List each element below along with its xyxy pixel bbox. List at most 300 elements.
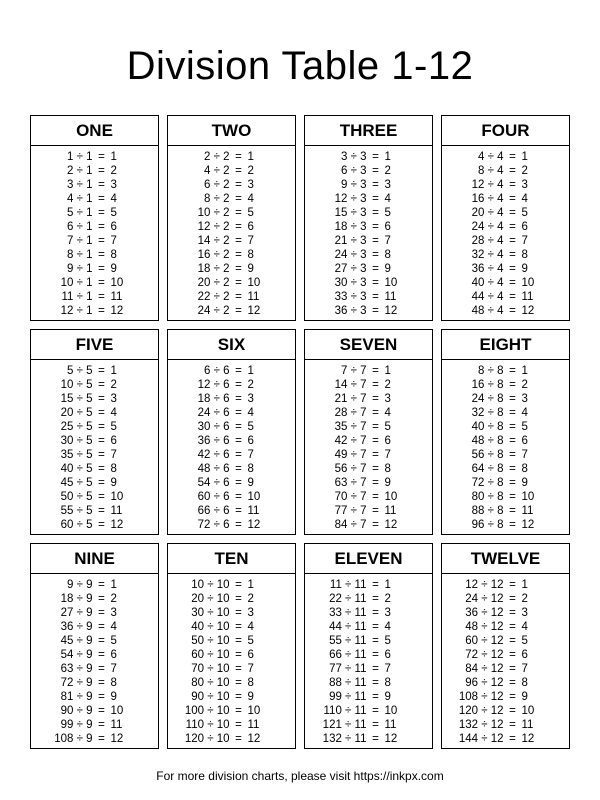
- equals-sign: =: [235, 277, 242, 289]
- quotient: 12: [247, 305, 261, 317]
- division-fact: [168, 192, 295, 206]
- division-fact: [31, 476, 158, 490]
- division-expression: 24 ÷ 3: [334, 249, 367, 261]
- equals-sign: =: [509, 407, 516, 419]
- division-expression: 12 ÷ 12: [465, 579, 504, 591]
- division-fact: [305, 690, 432, 704]
- equals-sign: =: [509, 519, 516, 531]
- quotient: 7: [521, 663, 528, 675]
- quotient: 2: [521, 379, 528, 391]
- division-fact: [31, 378, 158, 392]
- quotient: 2: [384, 593, 391, 605]
- page-title: Division Table 1-12: [126, 44, 474, 88]
- division-fact: [442, 406, 569, 420]
- equals-sign: =: [235, 579, 242, 591]
- table-heading: TWELVE: [442, 544, 569, 574]
- division-expression: 44 ÷ 4: [471, 291, 504, 303]
- quotient: 12: [521, 305, 535, 317]
- quotient: 1: [384, 151, 391, 163]
- division-expression: 132 ÷ 12: [458, 719, 504, 731]
- division-fact: [168, 304, 295, 318]
- division-expression: 16 ÷ 8: [471, 379, 504, 391]
- division-expression: 27 ÷ 9: [60, 607, 93, 619]
- quotient: 10: [384, 277, 398, 289]
- equals-sign: =: [98, 649, 105, 661]
- division-fact: [31, 290, 158, 304]
- quotient: 6: [384, 435, 391, 447]
- division-expression: 48 ÷ 4: [471, 305, 504, 317]
- division-fact: [305, 164, 432, 178]
- division-expression: 8 ÷ 4: [478, 165, 504, 177]
- equals-sign: =: [509, 435, 516, 447]
- division-expression: 4 ÷ 4: [478, 151, 504, 163]
- equals-sign: =: [235, 435, 242, 447]
- quotient: 8: [247, 677, 254, 689]
- equals-sign: =: [235, 705, 242, 717]
- equals-sign: =: [509, 593, 516, 605]
- division-table-card: [30, 329, 159, 535]
- division-fact: [31, 462, 158, 476]
- equals-sign: =: [98, 519, 105, 531]
- equals-sign: =: [235, 291, 242, 303]
- equals-sign: =: [235, 477, 242, 489]
- division-table-card: [304, 543, 433, 749]
- quotient: 11: [110, 291, 123, 303]
- equals-sign: =: [98, 719, 105, 731]
- division-expression: 18 ÷ 3: [334, 221, 367, 233]
- equals-sign: =: [509, 193, 516, 205]
- equals-sign: =: [509, 151, 516, 163]
- division-fact: [31, 406, 158, 420]
- division-fact: [31, 248, 158, 262]
- division-fact: [168, 578, 295, 592]
- division-fact: [31, 718, 158, 732]
- quotient: 10: [247, 705, 261, 717]
- equals-sign: =: [235, 505, 242, 517]
- equals-sign: =: [509, 463, 516, 475]
- table-heading: ONE: [31, 116, 158, 146]
- quotient: 9: [247, 263, 254, 275]
- quotient: 4: [110, 621, 117, 633]
- division-tables-grid: [30, 115, 570, 749]
- equals-sign: =: [235, 463, 242, 475]
- quotient: 9: [384, 263, 391, 275]
- equals-sign: =: [235, 663, 242, 675]
- table-rows: [168, 146, 295, 318]
- division-expression: 27 ÷ 3: [334, 263, 367, 275]
- quotient: 4: [521, 407, 528, 419]
- table-rows: [305, 574, 432, 746]
- division-expression: 3 ÷ 1: [67, 179, 93, 191]
- quotient: 10: [110, 705, 124, 717]
- quotient: 4: [247, 193, 254, 205]
- equals-sign: =: [235, 193, 242, 205]
- quotient: 6: [110, 221, 117, 233]
- division-expression: 11 ÷ 1: [61, 291, 93, 303]
- division-expression: 33 ÷ 11: [329, 607, 367, 619]
- division-expression: 25 ÷ 5: [60, 421, 93, 433]
- division-fact: [31, 220, 158, 234]
- equals-sign: =: [98, 151, 105, 163]
- division-expression: 8 ÷ 2: [204, 193, 230, 205]
- equals-sign: =: [509, 491, 516, 503]
- division-fact: [168, 262, 295, 276]
- equals-sign: =: [235, 379, 242, 391]
- table-rows: [305, 360, 432, 532]
- division-fact: [168, 448, 295, 462]
- division-fact: [31, 192, 158, 206]
- quotient: 8: [247, 249, 254, 261]
- division-fact: [442, 150, 569, 164]
- quotient: 10: [521, 705, 535, 717]
- division-expression: 12 ÷ 1: [60, 305, 93, 317]
- division-expression: 24 ÷ 4: [471, 221, 504, 233]
- quotient: 3: [110, 607, 117, 619]
- equals-sign: =: [98, 291, 105, 303]
- equals-sign: =: [235, 491, 242, 503]
- division-expression: 35 ÷ 5: [60, 449, 93, 461]
- equals-sign: =: [372, 179, 379, 191]
- division-fact: [442, 704, 569, 718]
- quotient: 4: [521, 193, 528, 205]
- table-heading: FOUR: [442, 116, 569, 146]
- equals-sign: =: [98, 635, 105, 647]
- quotient: 7: [521, 449, 528, 461]
- equals-sign: =: [372, 393, 379, 405]
- equals-sign: =: [509, 235, 516, 247]
- division-fact: [305, 220, 432, 234]
- division-fact: [168, 690, 295, 704]
- division-fact: [442, 304, 569, 318]
- equals-sign: =: [98, 179, 105, 191]
- division-expression: 70 ÷ 7: [334, 491, 367, 503]
- division-expression: 55 ÷ 5: [60, 505, 93, 517]
- division-expression: 5 ÷ 1: [67, 207, 93, 219]
- equals-sign: =: [98, 435, 105, 447]
- division-expression: 88 ÷ 8: [471, 505, 504, 517]
- quotient: 10: [247, 491, 261, 503]
- division-fact: [305, 150, 432, 164]
- quotient: 11: [384, 505, 397, 517]
- equals-sign: =: [235, 221, 242, 233]
- division-fact: [442, 690, 569, 704]
- equals-sign: =: [372, 407, 379, 419]
- division-fact: [31, 690, 158, 704]
- division-table-card: [167, 115, 296, 321]
- equals-sign: =: [509, 621, 516, 633]
- quotient: 12: [110, 519, 124, 531]
- quotient: 6: [247, 221, 254, 233]
- equals-sign: =: [235, 165, 242, 177]
- division-fact: [442, 220, 569, 234]
- division-fact: [442, 676, 569, 690]
- quotient: 2: [247, 165, 254, 177]
- division-expression: 120 ÷ 10: [184, 733, 230, 745]
- division-table-card: [441, 543, 570, 749]
- quotient: 12: [110, 305, 124, 317]
- division-expression: 21 ÷ 3: [334, 235, 367, 247]
- division-fact: [305, 578, 432, 592]
- division-expression: 28 ÷ 7: [334, 407, 367, 419]
- equals-sign: =: [509, 165, 516, 177]
- equals-sign: =: [235, 407, 242, 419]
- equals-sign: =: [372, 663, 379, 675]
- equals-sign: =: [372, 421, 379, 433]
- division-expression: 35 ÷ 7: [334, 421, 367, 433]
- division-fact: [168, 290, 295, 304]
- division-fact: [442, 490, 569, 504]
- division-fact: [305, 518, 432, 532]
- equals-sign: =: [509, 649, 516, 661]
- quotient: 9: [247, 691, 254, 703]
- equals-sign: =: [372, 449, 379, 461]
- division-expression: 18 ÷ 6: [197, 393, 230, 405]
- quotient: 5: [384, 421, 391, 433]
- division-fact: [168, 676, 295, 690]
- division-expression: 90 ÷ 10: [191, 691, 230, 703]
- division-fact: [168, 634, 295, 648]
- equals-sign: =: [509, 663, 516, 675]
- division-table-card: [304, 329, 433, 535]
- division-expression: 15 ÷ 3: [334, 207, 367, 219]
- division-expression: 54 ÷ 6: [197, 477, 230, 489]
- division-expression: 80 ÷ 8: [471, 491, 504, 503]
- equals-sign: =: [372, 719, 379, 731]
- quotient: 4: [247, 621, 254, 633]
- division-fact: [442, 206, 569, 220]
- division-fact: [168, 434, 295, 448]
- quotient: 10: [110, 491, 124, 503]
- division-expression: 90 ÷ 9: [60, 705, 93, 717]
- division-expression: 8 ÷ 1: [67, 249, 93, 261]
- division-expression: 56 ÷ 8: [471, 449, 504, 461]
- equals-sign: =: [98, 607, 105, 619]
- quotient: 12: [384, 519, 398, 531]
- division-expression: 132 ÷ 11: [322, 733, 367, 745]
- table-rows: [31, 574, 158, 746]
- division-fact: [168, 504, 295, 518]
- division-fact: [31, 620, 158, 634]
- division-table-card: [167, 329, 296, 535]
- division-expression: 30 ÷ 3: [334, 277, 367, 289]
- quotient: 10: [110, 277, 124, 289]
- quotient: 12: [247, 519, 261, 531]
- quotient: 2: [521, 165, 528, 177]
- equals-sign: =: [235, 249, 242, 261]
- division-expression: 72 ÷ 9: [60, 677, 93, 689]
- equals-sign: =: [509, 365, 516, 377]
- quotient: 1: [110, 365, 117, 377]
- equals-sign: =: [509, 579, 516, 591]
- quotient: 10: [521, 491, 535, 503]
- division-fact: [168, 220, 295, 234]
- division-fact: [31, 704, 158, 718]
- equals-sign: =: [509, 705, 516, 717]
- division-fact: [168, 476, 295, 490]
- division-expression: 48 ÷ 12: [465, 621, 504, 633]
- division-fact: [31, 304, 158, 318]
- quotient: 9: [521, 477, 528, 489]
- equals-sign: =: [372, 263, 379, 275]
- table-rows: [442, 574, 569, 746]
- table-rows: [305, 146, 432, 318]
- equals-sign: =: [235, 677, 242, 689]
- quotient: 3: [521, 393, 528, 405]
- quotient: 4: [110, 407, 117, 419]
- division-expression: 11 ÷ 11: [329, 579, 367, 591]
- division-expression: 110 ÷ 11: [323, 705, 367, 717]
- division-expression: 12 ÷ 4: [471, 179, 504, 191]
- equals-sign: =: [372, 235, 379, 247]
- quotient: 12: [247, 733, 261, 745]
- quotient: 6: [110, 435, 117, 447]
- quotient: 9: [521, 691, 528, 703]
- table-heading: NINE: [31, 544, 158, 574]
- division-expression: 121 ÷ 11: [322, 719, 367, 731]
- equals-sign: =: [509, 393, 516, 405]
- division-expression: 14 ÷ 2: [197, 235, 230, 247]
- table-heading: FIVE: [31, 330, 158, 360]
- division-expression: 63 ÷ 7: [334, 477, 367, 489]
- quotient: 2: [110, 165, 117, 177]
- division-fact: [168, 490, 295, 504]
- division-expression: 77 ÷ 7: [334, 505, 367, 517]
- quotient: 1: [521, 365, 528, 377]
- quotient: 3: [384, 179, 391, 191]
- division-fact: [305, 434, 432, 448]
- equals-sign: =: [235, 621, 242, 633]
- equals-sign: =: [372, 677, 379, 689]
- quotient: 8: [247, 463, 254, 475]
- division-fact: [305, 606, 432, 620]
- division-expression: 22 ÷ 2: [197, 291, 230, 303]
- division-fact: [305, 476, 432, 490]
- division-fact: [305, 192, 432, 206]
- equals-sign: =: [98, 663, 105, 675]
- equals-sign: =: [509, 179, 516, 191]
- division-expression: 9 ÷ 1: [67, 263, 93, 275]
- division-expression: 60 ÷ 10: [191, 649, 230, 661]
- equals-sign: =: [509, 305, 516, 317]
- division-fact: [442, 178, 569, 192]
- division-expression: 10 ÷ 5: [60, 379, 93, 391]
- division-expression: 15 ÷ 5: [60, 393, 93, 405]
- quotient: 3: [247, 179, 254, 191]
- division-expression: 20 ÷ 5: [60, 407, 93, 419]
- division-expression: 80 ÷ 10: [191, 677, 230, 689]
- division-fact: [31, 150, 158, 164]
- division-fact: [442, 718, 569, 732]
- quotient: 10: [247, 277, 261, 289]
- equals-sign: =: [98, 449, 105, 461]
- equals-sign: =: [372, 193, 379, 205]
- quotient: 8: [384, 463, 391, 475]
- division-fact: [442, 518, 569, 532]
- quotient: 9: [110, 477, 117, 489]
- division-expression: 18 ÷ 9: [60, 593, 93, 605]
- division-expression: 50 ÷ 5: [60, 491, 93, 503]
- quotient: 4: [384, 193, 391, 205]
- equals-sign: =: [98, 477, 105, 489]
- division-fact: [168, 518, 295, 532]
- division-fact: [31, 276, 158, 290]
- division-expression: 84 ÷ 7: [334, 519, 367, 531]
- division-fact: [305, 490, 432, 504]
- equals-sign: =: [98, 249, 105, 261]
- equals-sign: =: [235, 593, 242, 605]
- equals-sign: =: [372, 491, 379, 503]
- quotient: 5: [521, 207, 528, 219]
- division-expression: 18 ÷ 2: [197, 263, 230, 275]
- division-fact: [168, 164, 295, 178]
- equals-sign: =: [235, 179, 242, 191]
- division-fact: [442, 606, 569, 620]
- quotient: 2: [384, 165, 391, 177]
- quotient: 12: [521, 733, 535, 745]
- equals-sign: =: [98, 235, 105, 247]
- division-expression: 30 ÷ 10: [191, 607, 230, 619]
- division-expression: 42 ÷ 7: [334, 435, 367, 447]
- quotient: 12: [521, 519, 535, 531]
- division-expression: 10 ÷ 2: [197, 207, 230, 219]
- division-expression: 20 ÷ 10: [191, 593, 230, 605]
- division-expression: 40 ÷ 4: [471, 277, 504, 289]
- quotient: 4: [247, 407, 254, 419]
- division-expression: 20 ÷ 4: [471, 207, 504, 219]
- division-expression: 36 ÷ 4: [471, 263, 504, 275]
- division-expression: 28 ÷ 4: [471, 235, 504, 247]
- division-expression: 16 ÷ 4: [471, 193, 504, 205]
- equals-sign: =: [372, 221, 379, 233]
- quotient: 9: [384, 691, 391, 703]
- division-fact: [31, 178, 158, 192]
- equals-sign: =: [235, 519, 242, 531]
- division-fact: [442, 634, 569, 648]
- division-fact: [305, 178, 432, 192]
- division-expression: 99 ÷ 11: [329, 691, 367, 703]
- table-heading: SIX: [168, 330, 295, 360]
- division-expression: 36 ÷ 3: [334, 305, 367, 317]
- quotient: 1: [521, 151, 528, 163]
- table-rows: [168, 574, 295, 746]
- equals-sign: =: [235, 733, 242, 745]
- division-expression: 48 ÷ 8: [471, 435, 504, 447]
- quotient: 12: [110, 733, 124, 745]
- quotient: 11: [110, 719, 123, 731]
- division-fact: [442, 476, 569, 490]
- division-expression: 22 ÷ 11: [329, 593, 367, 605]
- quotient: 7: [521, 235, 528, 247]
- division-expression: 2 ÷ 2: [204, 151, 230, 163]
- table-heading: TEN: [168, 544, 295, 574]
- division-table-card: [304, 115, 433, 321]
- division-expression: 40 ÷ 5: [60, 463, 93, 475]
- equals-sign: =: [509, 607, 516, 619]
- quotient: 6: [521, 221, 528, 233]
- equals-sign: =: [98, 305, 105, 317]
- division-fact: [168, 248, 295, 262]
- division-expression: 6 ÷ 1: [67, 221, 93, 233]
- quotient: 11: [384, 291, 397, 303]
- quotient: 2: [110, 593, 117, 605]
- quotient: 6: [521, 435, 528, 447]
- division-expression: 81 ÷ 9: [60, 691, 93, 703]
- division-expression: 6 ÷ 3: [341, 165, 367, 177]
- division-fact: [168, 234, 295, 248]
- division-expression: 64 ÷ 8: [471, 463, 504, 475]
- equals-sign: =: [372, 691, 379, 703]
- quotient: 9: [521, 263, 528, 275]
